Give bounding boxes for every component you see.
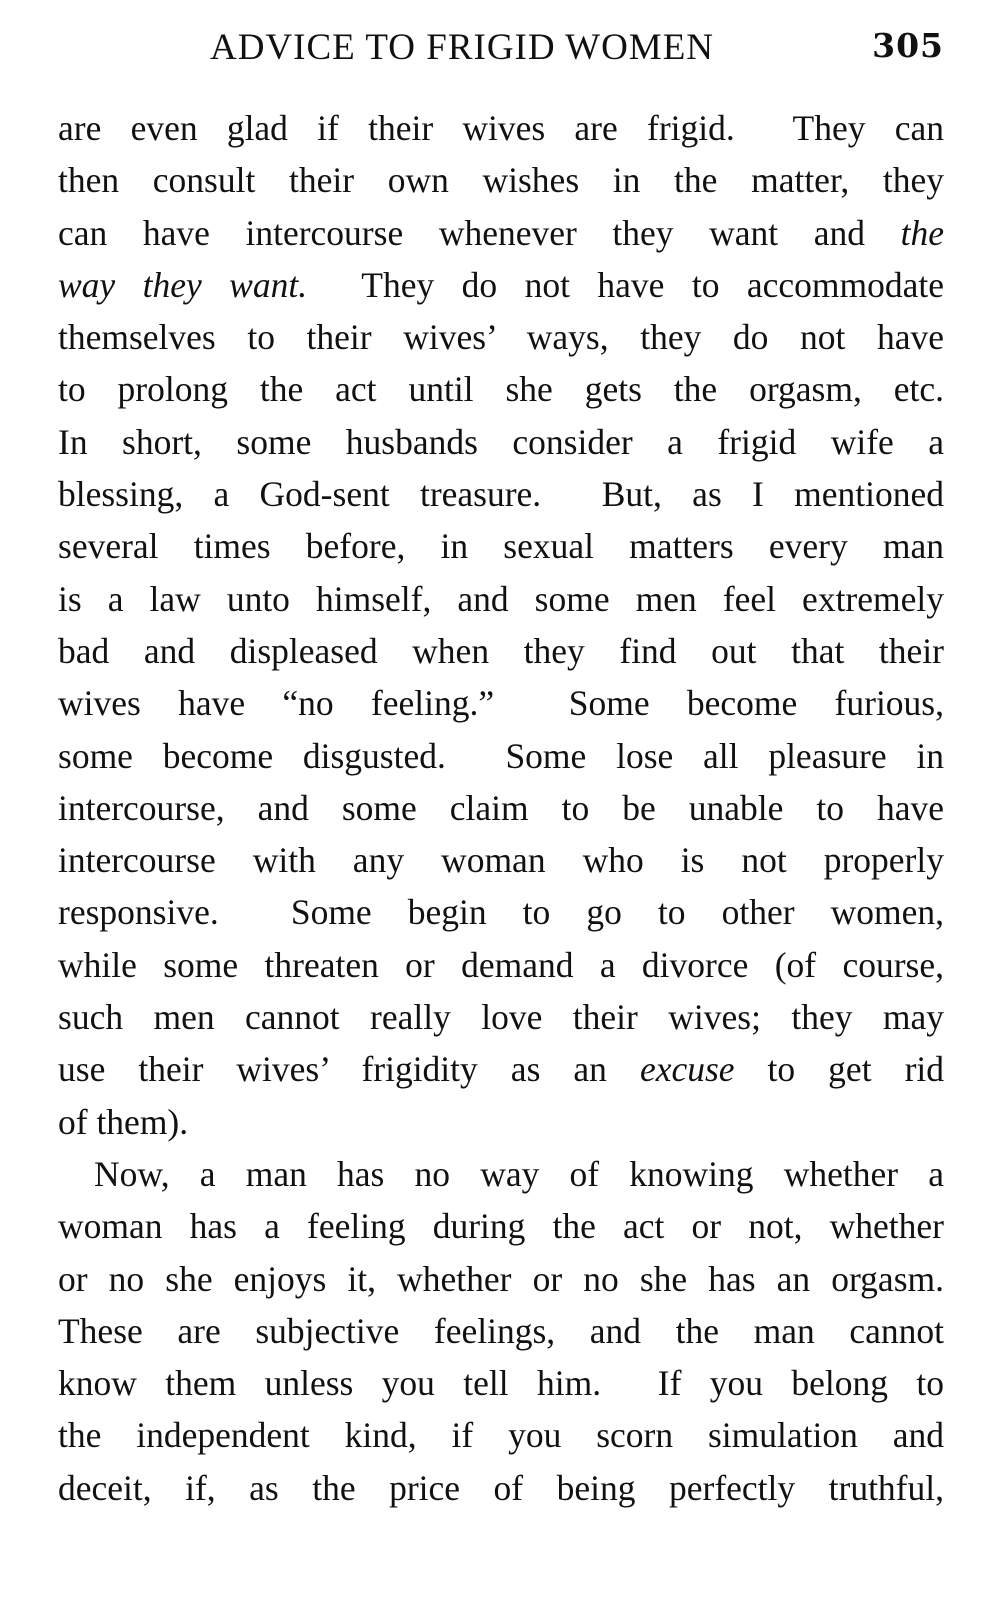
text-segment: intercourse, and some claim to be unable to have [58,787,944,828]
text-segment: themselves to their wives’ ways, they do not have [58,317,944,358]
text-line [58,416,944,468]
italic-text-segment: excuse [639,1049,735,1090]
text-line [58,1043,944,1095]
text-segment: some become disgusted. Some lose all pleasure in [58,735,944,776]
running-title: ADVICE TO FRIGID WOMEN [210,27,715,68]
text-segment: then consult their own wishes in the matter, they [58,160,944,201]
page-number: 305 [872,26,944,65]
text-line [58,1096,944,1148]
body-text [58,102,944,1514]
text-segment: wives have “no feeling.” Some become furious, [58,683,944,724]
text-line [58,991,944,1043]
text-line [58,311,944,363]
text-segment: deceit, if, as the price of being perfectly truthful, [58,1467,944,1508]
text-line [58,259,944,311]
text-segment: woman has a feeling during the act or not, whether [58,1206,944,1247]
text-line [58,1148,944,1200]
text-line [58,154,944,206]
text-line [58,363,944,415]
text-line [58,886,944,938]
text-line [58,782,944,834]
text-segment: several times before, in sexual matters every man [58,526,944,567]
text-segment: Now, a man has no way of knowing whether a [94,1153,944,1194]
text-line [58,1462,944,1514]
text-segment: is a law unto himself, and some men feel extremely [58,578,944,619]
text-segment: responsive. Some begin to go to other women, [58,892,944,933]
text-line [58,1253,944,1305]
text-line [58,102,944,154]
text-segment: of them). [58,1101,189,1142]
text-segment: blessing, a God-sent treasure. But, as I mentioned [58,474,944,515]
text-line [58,1200,944,1252]
text-line [58,520,944,572]
text-segment: can have intercourse whenever they want and [58,212,901,253]
text-line [58,1305,944,1357]
text-line [58,207,944,259]
text-segment: or no she enjoys it, whether or no she has an orgasm. [58,1258,944,1299]
italic-text-segment: the [900,212,944,253]
text-segment: bad and displeased when they find out that their [58,630,944,671]
text-line [58,573,944,625]
text-segment: such men cannot really love their wives; they may [58,997,944,1038]
text-line [58,468,944,520]
text-segment: know them unless you tell him. If you belong to [58,1363,944,1404]
text-segment: while some threaten or demand a divorce (of course, [58,944,944,985]
text-segment: to prolong the act until she gets the orgasm, etc. [58,369,944,410]
text-line [58,1409,944,1461]
text-segment: In short, some husbands consider a frigid wife a [58,421,944,462]
text-line [58,939,944,991]
text-segment: the independent kind, if you scorn simulation and [58,1415,944,1456]
running-head [60,26,944,76]
text-line [58,625,944,677]
text-line [58,1357,944,1409]
italic-text-segment: way they want. [58,264,308,305]
text-segment: are even glad if their wives are frigid. They can [58,108,944,148]
text-segment: intercourse with any woman who is not properly [58,840,944,881]
text-segment: These are subjective feelings, and the man cannot [58,1310,944,1351]
text-segment: They do not have to accommodate [307,264,944,305]
text-line [58,677,944,729]
text-segment: use their wives’ frigidity as an [58,1049,640,1090]
text-segment: to get rid [734,1049,945,1090]
text-line [58,730,944,782]
text-line [58,834,944,886]
